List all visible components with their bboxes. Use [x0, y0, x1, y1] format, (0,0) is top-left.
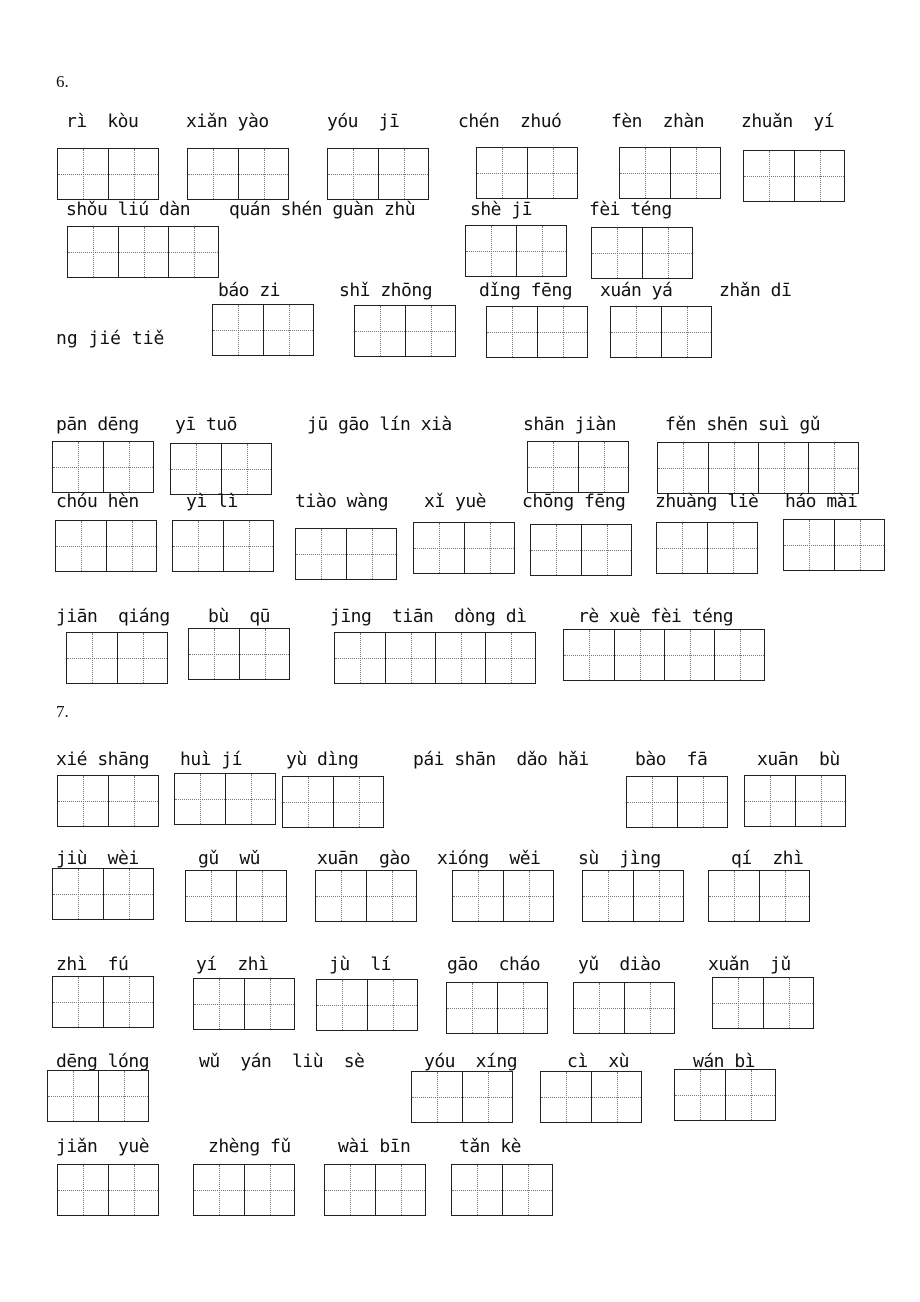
prefix-text: ng jié tiě [56, 328, 165, 349]
writing-grid[interactable] [527, 441, 629, 493]
pinyin-label: cì xù [567, 1051, 630, 1072]
character-cell[interactable] [583, 871, 633, 921]
character-cell[interactable] [194, 979, 244, 1029]
writing-grid[interactable] [708, 870, 810, 922]
writing-grid[interactable] [188, 628, 290, 680]
pinyin-label: yù dìng [286, 749, 359, 770]
character-cell[interactable] [118, 227, 168, 277]
character-cell[interactable] [385, 633, 435, 683]
character-cell[interactable] [194, 1165, 244, 1215]
character-cell[interactable] [414, 523, 464, 573]
writing-grid[interactable] [295, 528, 397, 580]
character-cell[interactable] [173, 521, 223, 571]
writing-grid[interactable] [486, 306, 588, 358]
character-cell[interactable] [48, 1071, 98, 1121]
pinyin-label: sù jìng [578, 848, 661, 869]
pinyin-label: xióng wěi [437, 848, 541, 869]
section-7-number: 7. [56, 702, 69, 721]
writing-grid[interactable] [174, 773, 276, 825]
character-cell[interactable] [221, 444, 271, 494]
character-cell[interactable] [453, 871, 503, 921]
character-cell[interactable] [759, 871, 809, 921]
pinyin-label: xiǎn yào [186, 111, 269, 132]
character-cell[interactable] [108, 149, 158, 199]
pinyin-label: tǎn kè [459, 1136, 522, 1157]
pinyin-label: yóu jī [327, 111, 400, 132]
character-cell[interactable] [708, 443, 758, 493]
character-cell[interactable] [516, 226, 566, 276]
writing-grid[interactable] [563, 629, 765, 681]
character-cell[interactable] [375, 1165, 425, 1215]
writing-grid[interactable] [610, 306, 712, 358]
pinyin-label: chōng fēng [522, 491, 626, 512]
character-cell[interactable] [346, 529, 396, 579]
character-cell[interactable] [564, 630, 614, 680]
character-cell[interactable] [189, 629, 239, 679]
pinyin-label: zhèng fǔ [208, 1136, 291, 1157]
writing-grid[interactable] [413, 522, 515, 574]
pinyin-label: zhuǎn yí [741, 111, 835, 132]
pinyin-label: pái shān dǎo hǎi [413, 749, 589, 770]
character-cell[interactable] [175, 774, 225, 824]
pinyin-label: bào fā [635, 749, 708, 770]
pinyin-label: xuān bù [757, 749, 840, 770]
writing-grid[interactable] [193, 1164, 295, 1216]
character-cell[interactable] [53, 442, 103, 492]
pinyin-label: fěn shēn suì gǔ [665, 414, 821, 435]
pinyin-label: pān dēng [56, 414, 139, 435]
character-cell[interactable] [239, 629, 289, 679]
writing-grid[interactable] [657, 442, 859, 494]
character-cell[interactable] [435, 633, 485, 683]
character-cell[interactable] [333, 777, 383, 827]
character-cell[interactable] [238, 149, 288, 199]
character-cell[interactable] [225, 774, 275, 824]
writing-grid[interactable] [324, 1164, 426, 1216]
character-cell[interactable] [633, 871, 683, 921]
character-cell[interactable] [263, 305, 313, 355]
character-cell[interactable] [168, 227, 218, 277]
character-cell[interactable] [531, 525, 581, 575]
pinyin-label: jù lí [329, 954, 392, 975]
pinyin-label: wán bì [693, 1051, 756, 1072]
character-cell[interactable] [744, 151, 794, 201]
character-cell[interactable] [58, 149, 108, 199]
character-cell[interactable] [335, 633, 385, 683]
writing-grid[interactable] [170, 443, 272, 495]
character-cell[interactable] [283, 777, 333, 827]
writing-grid[interactable] [193, 978, 295, 1030]
writing-grid[interactable] [451, 1164, 553, 1216]
writing-grid[interactable] [47, 1070, 149, 1122]
pinyin-label: yǔ diào [578, 954, 661, 975]
writing-grid[interactable] [282, 776, 384, 828]
writing-grid[interactable] [334, 632, 536, 684]
character-cell[interactable] [725, 1070, 775, 1120]
character-cell[interactable] [713, 978, 763, 1028]
character-cell[interactable] [808, 443, 858, 493]
character-cell[interactable] [466, 226, 516, 276]
character-cell[interactable] [620, 148, 670, 198]
character-cell[interactable] [186, 871, 236, 921]
writing-grid[interactable] [582, 870, 684, 922]
pinyin-label: xuān gào [317, 848, 411, 869]
pinyin-label: quán shén guàn zhù [229, 199, 416, 220]
character-cell[interactable] [244, 979, 294, 1029]
writing-grid[interactable] [212, 304, 314, 356]
character-cell[interactable] [541, 1072, 591, 1122]
writing-grid[interactable] [530, 524, 632, 576]
character-cell[interactable] [581, 525, 631, 575]
character-cell[interactable] [53, 977, 103, 1027]
character-cell[interactable] [528, 442, 578, 492]
writing-grid[interactable] [465, 225, 567, 277]
pinyin-label: rì kòu [66, 111, 139, 132]
character-cell[interactable] [591, 1072, 641, 1122]
character-cell[interactable] [462, 1072, 512, 1122]
character-cell[interactable] [378, 149, 428, 199]
character-cell[interactable] [611, 307, 661, 357]
character-cell[interactable] [709, 871, 759, 921]
writing-grid[interactable] [52, 441, 154, 493]
character-cell[interactable] [103, 977, 153, 1027]
pinyin-label: jiān qiáng [56, 606, 170, 627]
pinyin-label: shè jī [470, 199, 533, 220]
pinyin-label: wài bīn [338, 1136, 411, 1157]
character-cell[interactable] [477, 148, 527, 198]
writing-grid[interactable] [55, 520, 157, 572]
writing-grid[interactable] [57, 775, 159, 827]
character-cell[interactable] [784, 520, 834, 570]
character-cell[interactable] [503, 871, 553, 921]
pinyin-label: huì jí [180, 749, 243, 770]
pinyin-label: rè xuè fèi téng [578, 606, 734, 627]
character-cell[interactable] [592, 228, 642, 278]
pinyin-label: shǐ zhōng [339, 280, 433, 301]
writing-grid[interactable] [185, 870, 287, 922]
character-cell[interactable] [675, 1070, 725, 1120]
writing-grid[interactable] [57, 148, 159, 200]
character-cell[interactable] [108, 1165, 158, 1215]
character-cell[interactable] [485, 633, 535, 683]
character-cell[interactable] [213, 305, 263, 355]
pinyin-label: yóu xíng [424, 1051, 518, 1072]
character-cell[interactable] [56, 521, 106, 571]
character-cell[interactable] [664, 630, 714, 680]
pinyin-label: yì lì [186, 491, 238, 512]
character-cell[interactable] [58, 776, 108, 826]
character-cell[interactable] [574, 983, 624, 1033]
writing-grid[interactable] [52, 976, 154, 1028]
character-cell[interactable] [714, 630, 764, 680]
pinyin-label: báo zi [218, 280, 281, 301]
character-cell[interactable] [658, 443, 708, 493]
pinyin-label: xǐ yuè [424, 491, 487, 512]
writing-grid[interactable] [452, 870, 554, 922]
character-cell[interactable] [236, 871, 286, 921]
character-cell[interactable] [53, 869, 103, 919]
character-cell[interactable] [487, 307, 537, 357]
character-cell[interactable] [758, 443, 808, 493]
writing-grid[interactable] [619, 147, 721, 199]
writing-grid[interactable] [744, 775, 846, 827]
character-cell[interactable] [325, 1165, 375, 1215]
pinyin-label: jiǎn yuè [56, 1136, 150, 1157]
character-cell[interactable] [244, 1165, 294, 1215]
character-cell[interactable] [670, 148, 720, 198]
pinyin-label: zhǎn dī [719, 280, 792, 301]
character-cell[interactable] [103, 869, 153, 919]
pinyin-label: shǒu liú dàn [66, 199, 191, 220]
character-cell[interactable] [464, 523, 514, 573]
character-cell[interactable] [657, 523, 707, 573]
pinyin-label: qí zhì [731, 848, 804, 869]
pinyin-label: fèi téng [589, 199, 672, 220]
pinyin-label: xuǎn jǔ [708, 954, 791, 975]
pinyin-label: jiù wèi [56, 848, 139, 869]
character-cell[interactable] [188, 149, 238, 199]
pinyin-label: yí zhì [196, 954, 269, 975]
character-cell[interactable] [58, 1165, 108, 1215]
character-cell[interactable] [355, 306, 405, 356]
pinyin-label: wǔ yán liù sè [199, 1051, 365, 1072]
pinyin-label: gǔ wǔ [198, 848, 261, 869]
pinyin-label: dēng lóng [56, 1051, 150, 1072]
writing-grid[interactable] [66, 632, 168, 684]
character-cell[interactable] [642, 228, 692, 278]
writing-grid[interactable] [476, 147, 578, 199]
writing-grid[interactable] [187, 148, 289, 200]
writing-grid[interactable] [52, 868, 154, 920]
pinyin-label: chén zhuó [458, 111, 562, 132]
character-cell[interactable] [171, 444, 221, 494]
writing-grid[interactable] [315, 870, 417, 922]
writing-grid[interactable] [446, 982, 548, 1034]
character-cell[interactable] [834, 520, 884, 570]
character-cell[interactable] [624, 983, 674, 1033]
character-cell[interactable] [497, 983, 547, 1033]
character-cell[interactable] [707, 523, 757, 573]
writing-grid[interactable] [783, 519, 885, 571]
pinyin-label: xié shāng [56, 749, 150, 770]
writing-grid[interactable] [67, 226, 219, 278]
character-cell[interactable] [578, 442, 628, 492]
character-cell[interactable] [106, 521, 156, 571]
character-cell[interactable] [627, 777, 677, 827]
writing-grid[interactable] [626, 776, 728, 828]
character-cell[interactable] [67, 633, 117, 683]
section-6-number: 6. [56, 72, 69, 91]
pinyin-label: yī tuō [175, 414, 238, 435]
character-cell[interactable] [367, 980, 417, 1030]
character-cell[interactable] [795, 776, 845, 826]
character-cell[interactable] [366, 871, 416, 921]
writing-grid[interactable] [656, 522, 758, 574]
character-cell[interactable] [68, 227, 118, 277]
writing-grid[interactable] [540, 1071, 642, 1123]
writing-grid[interactable] [57, 1164, 159, 1216]
pinyin-label: chóu hèn [56, 491, 139, 512]
pinyin-label: tiào wàng [295, 491, 389, 512]
writing-grid[interactable] [712, 977, 814, 1029]
pinyin-label: zhuàng liè [655, 491, 759, 512]
character-cell[interactable] [316, 871, 366, 921]
writing-grid[interactable] [172, 520, 274, 572]
writing-grid[interactable] [674, 1069, 776, 1121]
pinyin-label: háo mài [785, 491, 858, 512]
character-cell[interactable] [527, 148, 577, 198]
character-cell[interactable] [328, 149, 378, 199]
writing-grid[interactable] [354, 305, 456, 357]
character-cell[interactable] [296, 529, 346, 579]
character-cell[interactable] [745, 776, 795, 826]
character-cell[interactable] [502, 1165, 552, 1215]
writing-grid[interactable] [316, 979, 418, 1031]
character-cell[interactable] [452, 1165, 502, 1215]
character-cell[interactable] [661, 307, 711, 357]
writing-grid[interactable] [411, 1071, 513, 1123]
pinyin-label: bù qū [208, 606, 271, 627]
character-cell[interactable] [537, 307, 587, 357]
character-cell[interactable] [763, 978, 813, 1028]
character-cell[interactable] [447, 983, 497, 1033]
pinyin-label: dǐng fēng [479, 280, 573, 301]
writing-grid[interactable] [573, 982, 675, 1034]
pinyin-label: fèn zhàn [611, 111, 705, 132]
character-cell[interactable] [677, 777, 727, 827]
pinyin-label: gāo cháo [447, 954, 541, 975]
character-cell[interactable] [317, 980, 367, 1030]
pinyin-label: jīng tiān dòng dì [330, 606, 527, 627]
character-cell[interactable] [98, 1071, 148, 1121]
character-cell[interactable] [223, 521, 273, 571]
writing-grid[interactable] [591, 227, 693, 279]
writing-grid[interactable] [743, 150, 845, 202]
character-cell[interactable] [117, 633, 167, 683]
character-cell[interactable] [405, 306, 455, 356]
character-cell[interactable] [794, 151, 844, 201]
writing-grid[interactable] [327, 148, 429, 200]
character-cell[interactable] [103, 442, 153, 492]
pinyin-label: shān jiàn [523, 414, 617, 435]
character-cell[interactable] [108, 776, 158, 826]
pinyin-label: xuán yá [600, 280, 673, 301]
character-cell[interactable] [614, 630, 664, 680]
pinyin-label: jū gāo lín xià [307, 414, 452, 435]
pinyin-label: zhì fú [56, 954, 129, 975]
character-cell[interactable] [412, 1072, 462, 1122]
